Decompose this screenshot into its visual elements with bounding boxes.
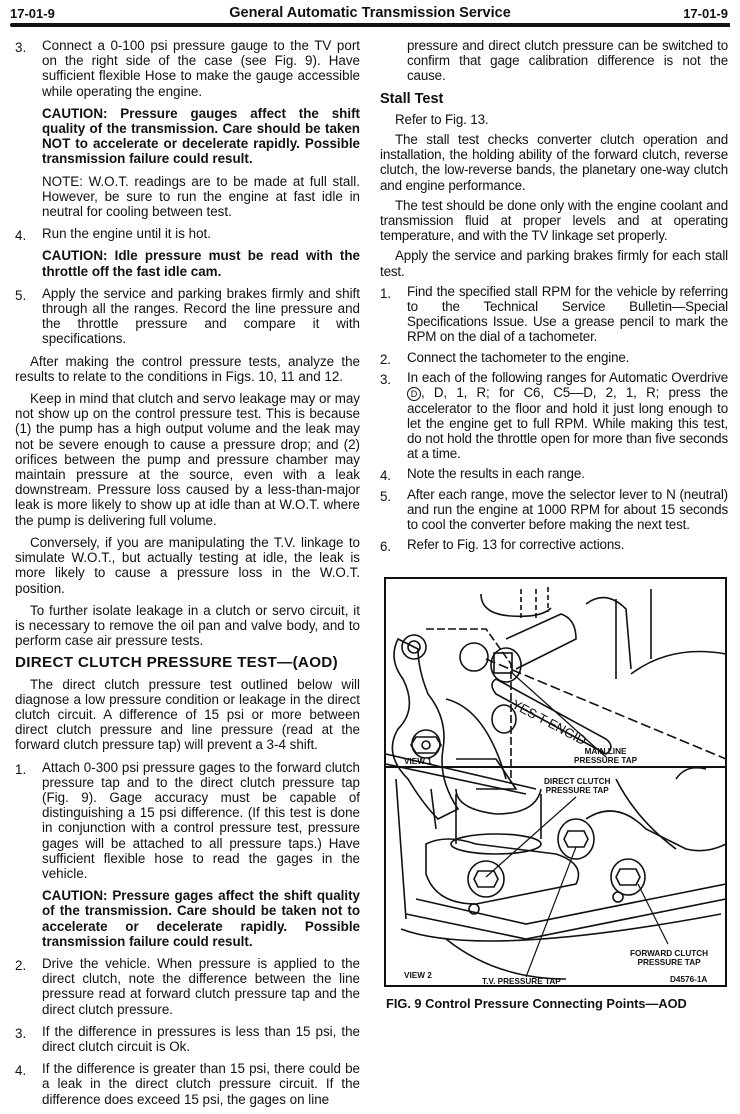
- step-text: Find the specified stall RPM for the vehicle by referring to the Technical Service Bulletin—Special Specifications Issue. Use a grease pencil to mark the RPM on the dial of a tachometer.: [407, 283, 728, 345]
- paragraph: The direct clutch pressure test outlined below will diagnose a low pressure condition or leakage in the direct clutch circuit. A difference of 15 psi or more between direct clutch pressure and line pressure (read at the forward clutch pressure tap) will prevent a 3-4 shift.: [15, 676, 360, 753]
- step-text: If the difference is greater than 15 psi, there could be a leak in the direct clutch pressure circuit. If the difference does exceed 15 psi, the gages on line: [42, 1061, 360, 1107]
- page-number-right: 17-01-9: [683, 6, 728, 21]
- tv-tap-label: T.V. PRESSURE TAP: [482, 977, 561, 986]
- paragraph: Conversely, if you are manipulating the T.V. linkage to simulate W.O.T., but actually testing at idle, the leak is more likely to cause a pressure loss in the W.O.T. position.: [15, 534, 360, 596]
- paragraph: The test should be done only with the engine coolant and transmission fluid at proper levels and at operating temperature, and with the TV linkage set properly.: [380, 197, 728, 244]
- figure-9: [384, 577, 727, 987]
- label-line: FORWARD CLUTCH: [630, 949, 709, 958]
- caution-note: CAUTION: Idle pressure must be read with the throttle off the fast idle cam.: [42, 248, 360, 279]
- section-heading: DIRECT CLUTCH PRESSURE TEST—(AOD): [15, 654, 338, 672]
- header-title: General Automatic Transmission Service: [229, 5, 511, 21]
- part-number: D4576-1A: [670, 975, 708, 984]
- step-number: 6.: [380, 539, 391, 555]
- page-number-left: 17-01-9: [10, 6, 55, 21]
- stamp-text: YES T ENGID: [509, 696, 589, 749]
- label-line: PRESSURE TAP: [574, 756, 638, 765]
- step-text: Run the engine until it is hot.: [42, 226, 211, 242]
- forward-clutch-tap-label: [630, 949, 708, 967]
- paragraph: After making the control pressure tests, analyze the results to relate to the conditions in Figs. 10, 11 and 12.: [15, 353, 360, 384]
- step-text: Connect a 0-100 psi pressure gauge to the TV port on the right side of the case (see Fig. 9). Have sufficient flexible Hose to make the gauge accessible while operating the engine.: [42, 38, 360, 99]
- paragraph: Apply the service and parking brakes firmly for each stall test.: [380, 248, 728, 279]
- step-text: Apply the service and parking brakes firmly and shift through all the ranges. Record the line pressure and the throttle pressure and compare it with specifications.: [42, 285, 360, 347]
- paragraph: To further isolate leakage in a clutch or servo circuit, it is necessary to remove the oil pan and valve body, and to perform case air pressure tests.: [15, 602, 360, 649]
- label-line: DIRECT CLUTCH: [544, 777, 611, 786]
- step-number: 4.: [15, 1063, 27, 1079]
- overdrive-d-icon: D: [407, 387, 421, 401]
- dc-step-4: [15, 1061, 360, 1107]
- step-text: Connect the tachometer to the engine.: [407, 349, 630, 365]
- caution-note: CAUTION: Pressure gages affect the shift quality of the transmission. Care should be taken not to accelerate or decelerate rapidly. Possible transmission failure could result.: [42, 888, 360, 949]
- step-text: Drive the vehicle. When pressure is applied to the direct clutch, note the difference between the line pressure read at forward clutch pressure tap and the direct clutch pressure.: [42, 955, 360, 1017]
- step-number: 2.: [380, 351, 391, 367]
- step-text: If the difference in pressures is less than 15 psi, the direct clutch circuit is Ok.: [42, 1023, 360, 1054]
- page-header: [0, 0, 740, 30]
- stall-step-5: [380, 487, 728, 533]
- step-number: 1.: [380, 285, 391, 301]
- stall-step-2: [380, 350, 728, 365]
- stall-step-1: [380, 284, 728, 345]
- note: NOTE: W.O.T. readings are to be made at full stall. However, be sure to run the engine at fast idle in neutral for cooling between test.: [42, 173, 360, 220]
- stall-step-4: [380, 466, 728, 484]
- step-4: [15, 226, 360, 244]
- dc-step-3: [15, 1024, 360, 1054]
- label-line: PRESSURE TAP: [545, 786, 609, 795]
- right-column: [380, 38, 728, 557]
- paragraph: Keep in mind that clutch and servo leakage may or may not show up on the control pressure test. This is because (1) the pump has a high output volume and the leak may not be severe enough to cause a pressure drop; and (2) orifices between the pump and pressure chamber may maintain pressure at the source, even with a leak downstream. Pressure loss caused by a less-than-major leak is more likely to show up at idle than at W.O.T. where the pump is delivering full volume.: [15, 391, 360, 528]
- step-text-pre: In each of the following ranges for Automatic Overdrive: [407, 369, 728, 385]
- paragraph: Refer to Fig. 13.: [395, 111, 489, 127]
- step-number: 4.: [15, 228, 27, 244]
- step-5: [15, 286, 360, 347]
- left-column: [15, 38, 360, 1114]
- step-number: 3.: [380, 371, 391, 387]
- step-text: Refer to Fig. 13 for corrective actions.: [407, 537, 625, 553]
- step-number: 3.: [15, 40, 27, 55]
- caution-note: CAUTION: Pressure gauges affect the shift quality of the transmission. Care should be taken NOT to accelerate or decelerate rapidly. Possible transmission failure could result.: [42, 105, 360, 167]
- step-number: 3.: [15, 1025, 27, 1041]
- figure-caption: FIG. 9 Control Pressure Connecting Points—AOD: [386, 996, 687, 1011]
- step-text: Note the results in each range.: [407, 466, 585, 482]
- dc-step-2: [15, 956, 360, 1017]
- step-number: 4.: [380, 468, 391, 484]
- stall-step-6: [380, 537, 728, 555]
- step-number: 5.: [380, 488, 391, 504]
- step-text: After each range, move the selector lever to N (neutral) and run the engine at 1000 RPM for about 15 seconds to cool the converter before making the next test.: [407, 486, 728, 532]
- dc-step-1: [15, 760, 360, 882]
- stall-step-3: [380, 370, 728, 461]
- main-line-tap-label: [574, 747, 637, 765]
- section-heading: Stall Test: [380, 90, 444, 107]
- step-number: 1.: [15, 761, 27, 777]
- view-1-label: VIEW 1: [404, 757, 432, 766]
- label-line: MAIN LINE: [584, 747, 627, 756]
- label-line: PRESSURE TAP: [637, 958, 701, 967]
- step-text-post: , D, 1, R; for C6, C5—D, 2, 1, R; press the accelerator to the floor and hold it just long enough to let the engine get to full RPM. While making this test, do not hold the throttle open for more than five seconds at a time.: [407, 385, 728, 462]
- paragraph: The stall test checks converter clutch operation and installation, the holding ability of the forward clutch, reverse clutch, the low-reverse bands, the planetary one-way clutch and engine performance.: [380, 132, 728, 193]
- header-rule: [10, 23, 730, 27]
- step-3: [15, 38, 360, 99]
- view-2-label: VIEW 2: [404, 971, 432, 980]
- step-text: Attach 0-300 psi pressure gages to the forward clutch pressure tap and to the direct clutch pressure tap (Fig. 9). Gage accuracy must be capable of distinguishing a 15 psi difference. (If this test is done in conjunction with a control pressure test, pressure gages will be attached to all pressure taps.) Have sufficient flexible hose to read the gages in the vehicle.: [42, 759, 360, 881]
- step-number: 5.: [15, 287, 27, 303]
- direct-clutch-tap-label: [544, 777, 610, 795]
- continued-text: pressure and direct clutch pressure can be switched to confirm that gage calibration difference is not the cause.: [407, 38, 728, 84]
- step-number: 2.: [15, 957, 27, 973]
